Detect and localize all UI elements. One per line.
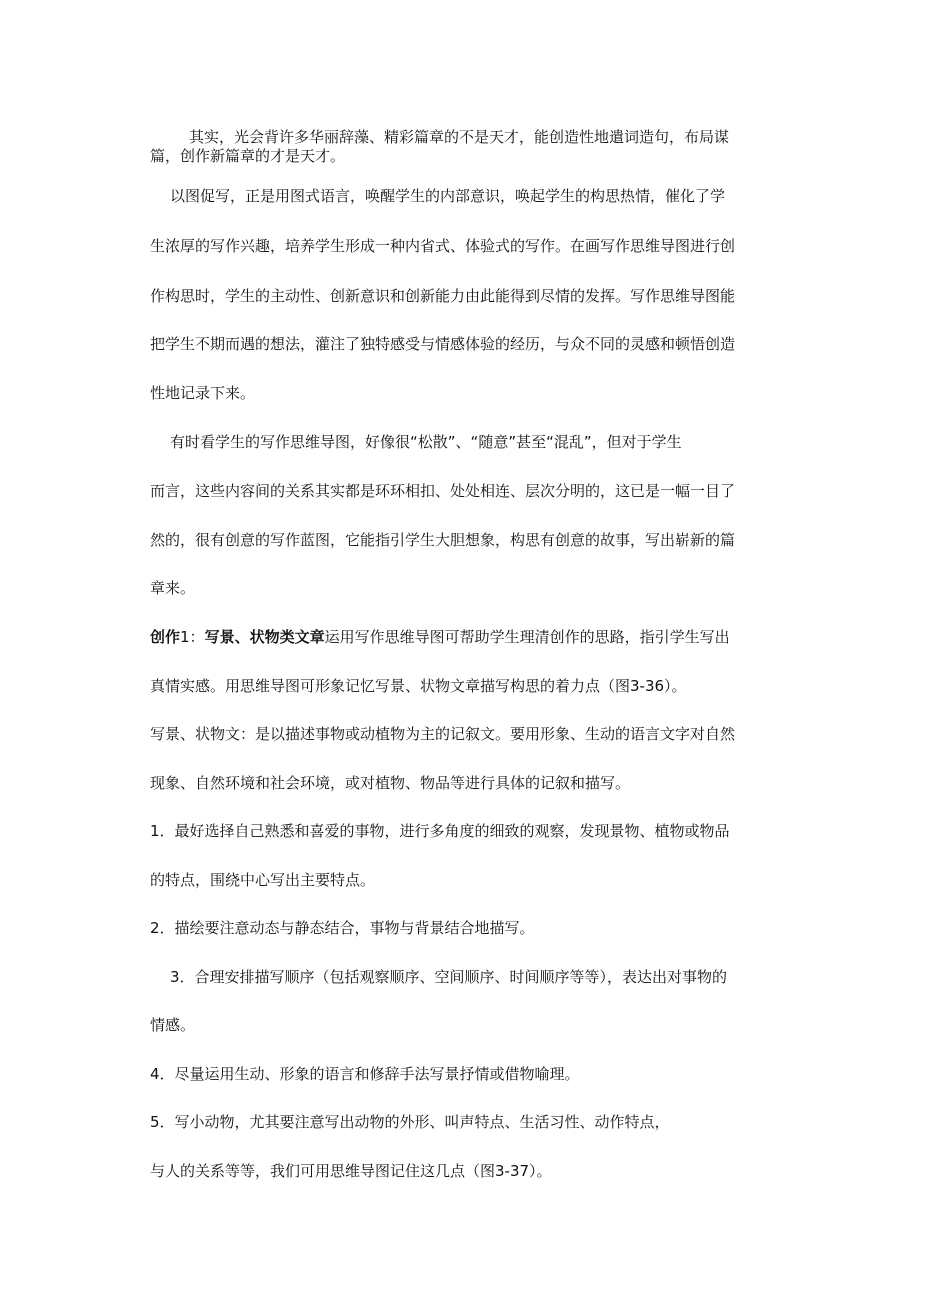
item2-line-1: 2．描绘要注意动态与静态结合，事物与背景结合地描写。 xyxy=(150,919,535,937)
p2-line-1: 以图促写，正是用图式语言，唤醒学生的内部意识，唤起学生的构思热情，催化了学 xyxy=(170,187,726,205)
p2-line-5: 性地记录下来。 xyxy=(150,384,256,402)
item4-line-1: 4．尽量运用生动、形象的语言和修辞手法写景抒情或借物喻理。 xyxy=(150,1065,580,1083)
item3-line-1: 3．合理安排描写顺序（包括观察顺序、空间顺序、时间顺序等等），表达出对事物的 xyxy=(170,968,728,986)
item1-line-2: 的特点，围绕中心写出主要特点。 xyxy=(150,871,376,889)
p4-rest: 运用写作思维导图可帮助学生理清创作的思路，指引学生写出 xyxy=(324,628,730,646)
p3-line-3: 然的，很有创意的写作蓝图，它能指引学生大胆想象，构思有创意的故事，写出崭新的篇 xyxy=(150,531,736,549)
item5-line-1: 5．写小动物，尤其要注意写出动物的外形、叫声特点、生活习性、动作特点， xyxy=(150,1113,670,1131)
p4-line-2: 真情实感。用思维导图可形象记忆写景、状物文章描写构思的着力点（图3-36）。 xyxy=(150,677,687,695)
item1-line-1: 1．最好选择自己熟悉和喜爱的事物，进行多角度的细致的观察，发现景物、植物或物品 xyxy=(150,822,730,840)
p1-line-1: 其实，光会背许多华丽辞藻、精彩篇章的不是天才，能创造性地遣词造句，布局谋 xyxy=(189,128,730,146)
p2-line-3: 作构思时，学生的主动性、创新意识和创新能力由此能得到尽情的发挥。写作思维导图能 xyxy=(150,287,736,305)
item3-line-2: 情感。 xyxy=(150,1016,196,1034)
p3-line-4: 章来。 xyxy=(150,579,196,597)
p5-line-2: 现象、自然环境和社会环境，或对植物、物品等进行具体的记叙和描写。 xyxy=(150,774,631,792)
p4-number: 1： xyxy=(180,628,205,646)
item5-line-2: 与人的关系等等，我们可用思维导图记住这几点（图3-37）。 xyxy=(150,1162,552,1180)
p4-bold-creation: 创作 xyxy=(150,628,181,646)
p4-line-1 xyxy=(150,627,730,647)
p2-line-4: 把学生不期而遇的想法，灌注了独特感受与情感体验的经历，与众不同的灵感和顿悟创造 xyxy=(150,335,736,353)
p2-line-2: 生浓厚的写作兴趣，培养学生形成一种内省式、体验式的写作。在画写作思维导图进行创 xyxy=(150,237,736,255)
p3-line-1: 有时看学生的写作思维导图，好像很“松散”、“随意”甚至“混乱”，但对于学生 xyxy=(170,433,682,451)
p3-line-2: 而言，这些内容间的关系其实都是环环相扣、处处相连、层次分明的，这已是一幅一目了 xyxy=(150,482,736,500)
p1-line-2: 篇，创作新篇章的才是天才。 xyxy=(150,147,346,165)
p4-bold-topic: 写景、状物类文章 xyxy=(204,628,325,646)
p5-line-1: 写景、状物文：是以描述事物或动植物为主的记叙文。要用形象、生动的语言文字对自然 xyxy=(150,725,736,743)
